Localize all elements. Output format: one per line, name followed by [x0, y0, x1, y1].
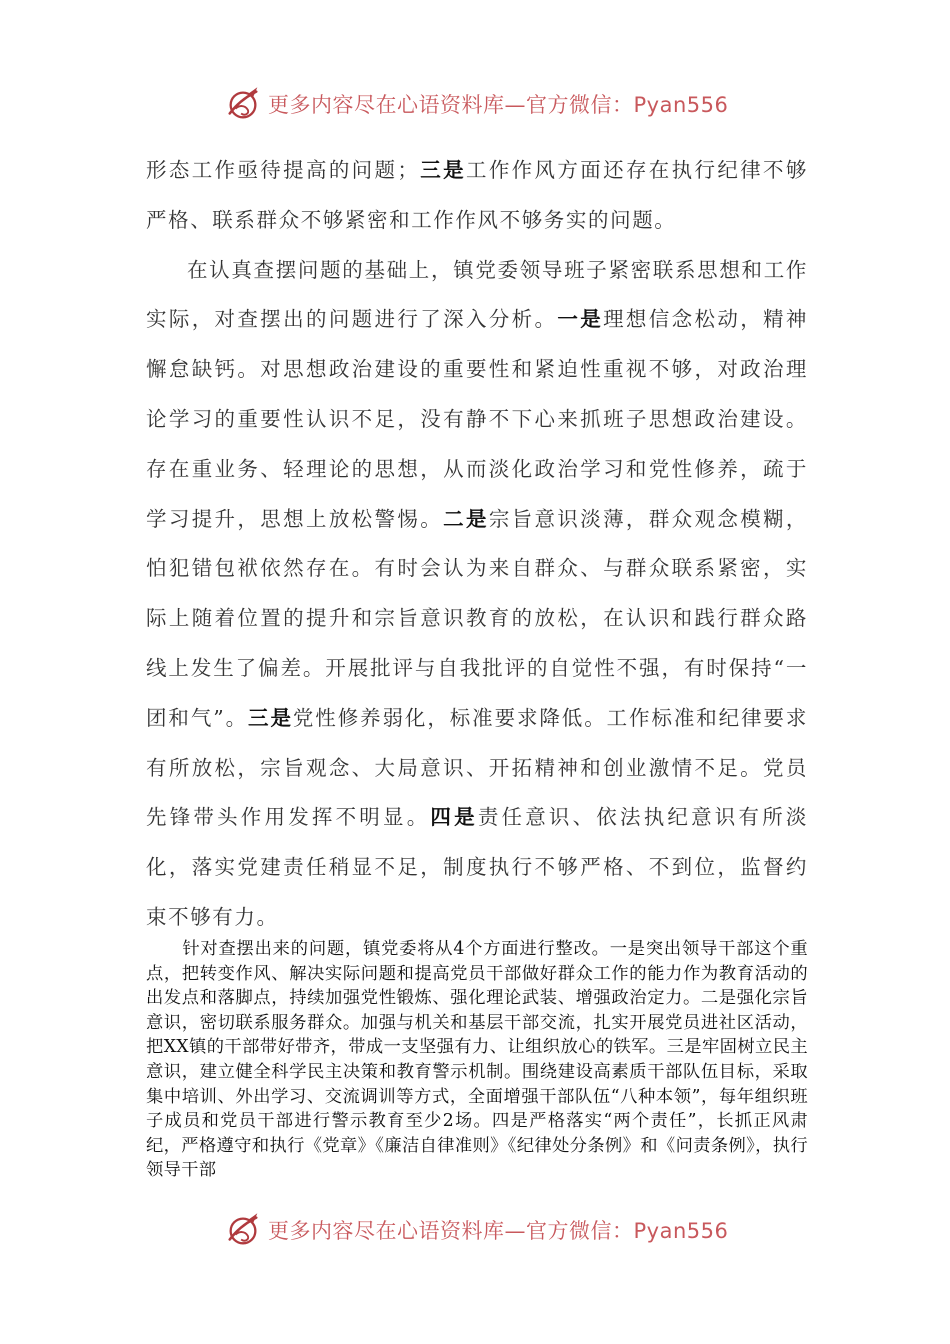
header-banner-text: 更多内容尽在心语资料库—官方微信：Pyan556: [268, 93, 729, 117]
document-body: [146, 146, 808, 943]
handwritten-logo-icon: [224, 85, 262, 123]
footer-banner: [224, 1210, 728, 1250]
paragraph-problems-summary: 形态工作亟待提高的问题；三是工作作风方面还存在执行纪律不够严格、联系群众不够紧密和工作作风不够务实的问题。: [146, 158, 809, 232]
header-banner: [224, 84, 728, 124]
footer-banner-text: 更多内容尽在心语资料库—官方微信：Pyan556: [268, 1219, 729, 1243]
paragraph-problem-analysis: 在认真查摆问题的基础上，镇党委领导班子紧密联系思想和工作实际，对查摆出的问题进行了深入分析。一是理想信念松动，精神懈怠缺钙。对思想政治建设的重要性和紧迫性重视不够，对政治理论学习的重要性认识不足，没有静不下心来抓班子思想政治建设。存在重业务、轻理论的思想，从而淡化政治学习和党性修养，疏于学习提升，思想上放松警惕。二是宗旨意识淡薄，群众观念模糊，怕犯错包袱依然存在。有时会认为来自群众、与群众联系紧密，实际上随着位置的提升和宗旨意识教育的放松，在认识和践行群众路线上发生了偏差。开展批评与自我批评的自觉性不强，有时保持“一团和气”。三是党性修养弱化，标准要求降低。工作标准和纪律要求有所放松，宗旨观念、大局意识、开拓精神和创业激情不足。党员先锋带头作用发挥不明显。四是责任意识、依法执纪意识有所淡化，落实党建责任稍显不足，制度执行不够严格、不到位，监督约束不够有力。: [146, 257, 809, 929]
paragraph-rectification-plan: 针对查摆出来的问题，镇党委将从4个方面进行整改。一是突出领导干部这个重点，把转变作风、解决实际问题和提高党员干部做好群众工作的能力作为教育活动的出发点和落脚点，持续加强党性锻炼、强化理论武装、增强政治定力。二是强化宗旨意识，密切联系服务群众。加强与机关和基层干部交流，扎实开展党员进社区活动，把XX镇的干部带好带齐，带成一支坚强有力、让组织放心的铁军。三是牢固树立民主意识，建立健全科学民主决策和教育警示机制。围绕建设高素质干部队伍目标，采取集中培训、外出学习、交流调训等方式，全面增强干部队伍“八种本领”，每年组织班子成员和党员干部进行警示教育至少2场。四是严格落实“两个责任”，长抓正风肃纪，严格遵守和执行《党章》《廉洁自律准则》《纪律处分条例》和《问责条例》，执行领导干部: [146, 939, 808, 1181]
handwritten-logo-icon: [224, 1211, 262, 1249]
